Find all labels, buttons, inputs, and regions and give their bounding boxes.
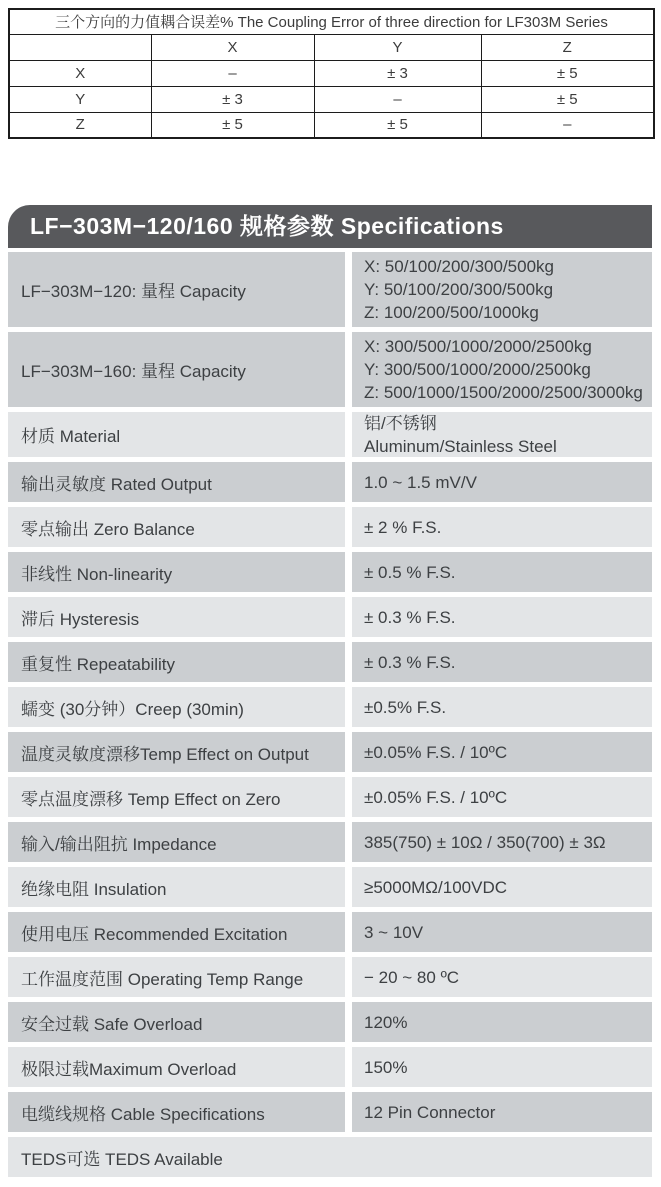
specifications-title-bar: LF−303M−120/160 规格参数 Specifications (8, 205, 652, 248)
spec-row-operating-temp (8, 957, 652, 997)
spec-value (352, 252, 652, 327)
spec-label: 零点温度漂移 Temp Effect on Zero (8, 777, 345, 817)
spec-value-line: Z: 100/200/500/1000kg (364, 303, 539, 322)
spec-value-line: Y: 300/500/1000/2000/2500kg (364, 360, 591, 379)
spec-value (352, 332, 652, 407)
coupling-cell: – (151, 60, 314, 86)
spec-label: 滞后 Hysteresis (8, 597, 345, 637)
spec-row-safe-overload (8, 1002, 652, 1042)
spec-value-line: Z: 500/1000/1500/2000/2500/3000kg (364, 383, 643, 402)
spec-value: ±0.5% F.S. (352, 687, 652, 727)
spec-row-temp-effect-zero (8, 777, 652, 817)
coupling-table-title-row (9, 9, 654, 34)
spec-value-line: X: 50/100/200/300/500kg (364, 257, 554, 276)
spec-label: 输出灵敏度 Rated Output (8, 462, 345, 502)
spec-label: LF−303M−120: 量程 Capacity (8, 252, 345, 327)
spec-label: 安全过载 Safe Overload (8, 1002, 345, 1042)
coupling-row-label: X (9, 60, 151, 86)
coupling-header-blank (9, 34, 151, 60)
coupling-header-z: Z (481, 34, 654, 60)
spec-value-line: 铝/不锈钢 (364, 413, 437, 433)
spec-row-temp-effect-output (8, 732, 652, 772)
spec-label: 电缆线规格 Cable Specifications (8, 1092, 345, 1132)
coupling-cell: ± 5 (314, 112, 481, 138)
spec-value: 120% (352, 1002, 652, 1042)
spec-row-teds (8, 1137, 652, 1177)
coupling-cell: ± 3 (314, 60, 481, 86)
table-row (9, 112, 654, 138)
spec-row-excitation (8, 912, 652, 952)
coupling-cell: – (314, 86, 481, 112)
spec-row-cable (8, 1092, 652, 1132)
spec-row-capacity-160 (8, 332, 652, 407)
coupling-cell: – (481, 112, 654, 138)
spec-label: 温度灵敏度漂移Temp Effect on Output (8, 732, 345, 772)
spec-value: 3 ~ 10V (352, 912, 652, 952)
spec-row-hysteresis (8, 597, 652, 637)
spec-value-line: X: 300/500/1000/2000/2500kg (364, 337, 592, 356)
spec-value: 1.0 ~ 1.5 mV/V (352, 462, 652, 502)
spec-value: ± 0.3 % F.S. (352, 642, 652, 682)
spec-row-impedance (8, 822, 652, 862)
coupling-error-table (8, 8, 653, 139)
spec-row-maximum-overload (8, 1047, 652, 1087)
coupling-cell: ± 5 (481, 86, 654, 112)
spec-value: ± 0.3 % F.S. (352, 597, 652, 637)
coupling-row-label: Y (9, 86, 151, 112)
spec-value: 12 Pin Connector (352, 1092, 652, 1132)
table-row (9, 60, 654, 86)
spec-row-capacity-120 (8, 252, 652, 327)
spec-label: 绝缘电阻 Insulation (8, 867, 345, 907)
spec-value: ±0.05% F.S. / 10ºC (352, 777, 652, 817)
spec-value: ≥5000MΩ/100VDC (352, 867, 652, 907)
spec-label: 材质 Material (8, 412, 345, 457)
coupling-header-x: X (151, 34, 314, 60)
coupling-table-header-row (9, 34, 654, 60)
spec-value: 150% (352, 1047, 652, 1087)
spec-label: 输入/输出阻抗 Impedance (8, 822, 345, 862)
spec-label: 使用电压 Recommended Excitation (8, 912, 345, 952)
specifications-section (8, 205, 652, 1177)
spec-row-insulation (8, 867, 652, 907)
spec-value-line: Aluminum/Stainless Steel (364, 436, 557, 456)
spec-label: TEDS可选 TEDS Available (8, 1137, 652, 1177)
spec-label: 极限过载Maximum Overload (8, 1047, 345, 1087)
coupling-cell: ± 5 (481, 60, 654, 86)
spec-row-rated-output (8, 462, 652, 502)
specifications-rows (8, 252, 652, 1177)
spec-row-zero-balance (8, 507, 652, 547)
spec-label: 工作温度范围 Operating Temp Range (8, 957, 345, 997)
spec-row-non-linearity (8, 552, 652, 592)
spec-label: 非线性 Non-linearity (8, 552, 345, 592)
spec-row-material (8, 412, 652, 457)
table-row (9, 86, 654, 112)
coupling-table-title: 三个方向的力值耦合误差% The Coupling Error of three direction for LF303M Series (9, 9, 654, 34)
spec-row-creep (8, 687, 652, 727)
spec-label: 蠕变 (30分钟）Creep (30min) (8, 687, 345, 727)
spec-value (352, 412, 652, 457)
spec-value: 385(750) ± 10Ω / 350(700) ± 3Ω (352, 822, 652, 862)
spec-value-line: Y: 50/100/200/300/500kg (364, 280, 554, 299)
coupling-cell: ± 3 (151, 86, 314, 112)
coupling-header-y: Y (314, 34, 481, 60)
spec-value: ± 0.5 % F.S. (352, 552, 652, 592)
spec-label: 零点输出 Zero Balance (8, 507, 345, 547)
spec-value: − 20 ~ 80 ºC (352, 957, 652, 997)
spec-value: ±0.05% F.S. / 10ºC (352, 732, 652, 772)
coupling-row-label: Z (9, 112, 151, 138)
spec-label: 重复性 Repeatability (8, 642, 345, 682)
spec-label: LF−303M−160: 量程 Capacity (8, 332, 345, 407)
coupling-cell: ± 5 (151, 112, 314, 138)
spec-value: ± 2 % F.S. (352, 507, 652, 547)
spec-row-repeatability (8, 642, 652, 682)
